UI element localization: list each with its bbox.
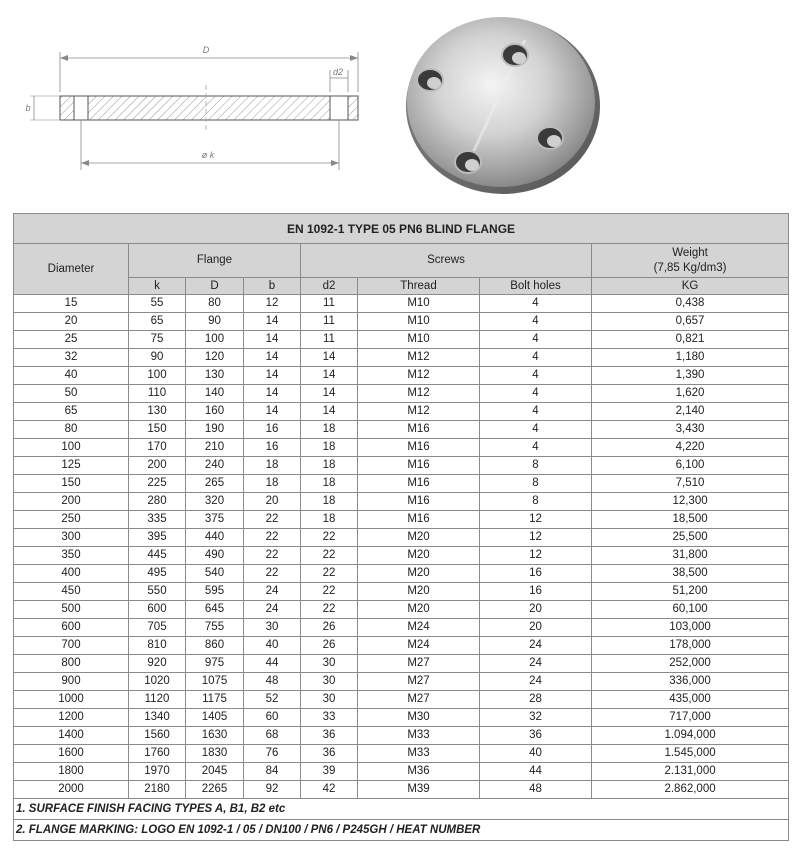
table-cell: M16 (358, 439, 480, 457)
header-d2: d2 (301, 278, 358, 295)
table-cell: 24 (244, 583, 301, 601)
table-cell: 36 (301, 745, 358, 763)
table-cell: 18 (301, 475, 358, 493)
table-cell: 3,430 (592, 421, 789, 439)
table-cell: M12 (358, 403, 480, 421)
table-cell: 16 (244, 439, 301, 457)
table-cell: 26 (301, 619, 358, 637)
table-cell: 32 (480, 709, 592, 727)
table-cell: 11 (301, 295, 358, 313)
table-cell: M20 (358, 583, 480, 601)
header-D: D (186, 278, 244, 295)
table-cell: 2.131,000 (592, 763, 789, 781)
table-cell: 2.862,000 (592, 781, 789, 799)
table-cell: 810 (129, 637, 186, 655)
table-cell: 20 (480, 601, 592, 619)
table-cell: 100 (129, 367, 186, 385)
table-cell: 1,620 (592, 385, 789, 403)
table-cell: 12,300 (592, 493, 789, 511)
header-weight-line2: (7,85 Kg/dm3) (653, 261, 727, 274)
table-cell: 200 (14, 493, 129, 511)
table-cell: M24 (358, 619, 480, 637)
table-cell: M33 (358, 727, 480, 745)
table-cell: 24 (244, 601, 301, 619)
table-cell: 8 (480, 475, 592, 493)
table-cell: 65 (14, 403, 129, 421)
table-cell: 30 (301, 655, 358, 673)
table-cell: 14 (244, 331, 301, 349)
table-cell: 800 (14, 655, 129, 673)
table-cell: 440 (186, 529, 244, 547)
table-row (14, 781, 789, 799)
table-cell: 190 (186, 421, 244, 439)
table-cell: 30 (244, 619, 301, 637)
table-cell: 15 (14, 295, 129, 313)
header-bolt-holes: Bolt holes (480, 278, 592, 295)
table-cell: 18,500 (592, 511, 789, 529)
table-cell: 4 (480, 385, 592, 403)
table-cell: 0,821 (592, 331, 789, 349)
header-screws: Screws (301, 244, 592, 278)
table-cell: 22 (301, 583, 358, 601)
table-cell: 18 (301, 511, 358, 529)
table-row (14, 745, 789, 763)
table-cell: 2,140 (592, 403, 789, 421)
table-cell: 400 (14, 565, 129, 583)
table-cell: 160 (186, 403, 244, 421)
table-cell: 1.094,000 (592, 727, 789, 745)
table-cell: 335 (129, 511, 186, 529)
table-cell: 18 (301, 439, 358, 457)
table-cell: 14 (301, 349, 358, 367)
table-cell: 860 (186, 637, 244, 655)
table-cell: 14 (244, 403, 301, 421)
table-cell: 450 (14, 583, 129, 601)
table-row (14, 673, 789, 691)
table-cell: 1,390 (592, 367, 789, 385)
table-cell: 1020 (129, 673, 186, 691)
table-cell: 92 (244, 781, 301, 799)
table-row (14, 763, 789, 781)
table-row (14, 457, 789, 475)
table-cell: 1175 (186, 691, 244, 709)
table-cell: 22 (244, 511, 301, 529)
table-cell: 20 (14, 313, 129, 331)
table-cell: 14 (244, 385, 301, 403)
table-cell: 80 (14, 421, 129, 439)
table-cell: 24 (480, 673, 592, 691)
table-cell: 16 (244, 421, 301, 439)
dim-label-d2: d2 (332, 67, 344, 77)
table-row (14, 511, 789, 529)
table-cell: 90 (129, 349, 186, 367)
table-cell: 8 (480, 493, 592, 511)
table-row (14, 655, 789, 673)
table-cell: M20 (358, 529, 480, 547)
table-cell: 14 (244, 367, 301, 385)
table-cell: 6,100 (592, 457, 789, 475)
table-cell: M10 (358, 313, 480, 331)
table-cell: 975 (186, 655, 244, 673)
table-cell: M12 (358, 367, 480, 385)
header-thread: Thread (358, 278, 480, 295)
table-row (14, 403, 789, 421)
table-cell: 11 (301, 331, 358, 349)
table-cell: 22 (244, 529, 301, 547)
table-cell: 600 (129, 601, 186, 619)
table-cell: 4,220 (592, 439, 789, 457)
table-cell: 240 (186, 457, 244, 475)
table-cell: 170 (129, 439, 186, 457)
header-flange: Flange (129, 244, 301, 278)
table-cell: 68 (244, 727, 301, 745)
table-cell: 38,500 (592, 565, 789, 583)
table-cell: 22 (301, 547, 358, 565)
table-cell: 18 (301, 421, 358, 439)
table-cell: 645 (186, 601, 244, 619)
table-cell: 12 (244, 295, 301, 313)
table-cell: 1600 (14, 745, 129, 763)
table-cell: M24 (358, 637, 480, 655)
table-cell: 103,000 (592, 619, 789, 637)
table-cell: 30 (301, 673, 358, 691)
header-kg: KG (592, 278, 789, 295)
header-b: b (244, 278, 301, 295)
dim-label-D: D (202, 45, 210, 55)
table-cell: 1400 (14, 727, 129, 745)
table-cell: M27 (358, 673, 480, 691)
table-cell: M33 (358, 745, 480, 763)
table-cell: 40 (480, 745, 592, 763)
table-row (14, 349, 789, 367)
table-row (14, 295, 789, 313)
table-cell: 1560 (129, 727, 186, 745)
table-cell: 44 (480, 763, 592, 781)
table-cell: M16 (358, 493, 480, 511)
header-weight-line1: Weight (672, 246, 708, 259)
table-cell: 22 (244, 547, 301, 565)
table-row (14, 385, 789, 403)
table-cell: M27 (358, 691, 480, 709)
table-cell: M10 (358, 331, 480, 349)
table-cell: 31,800 (592, 547, 789, 565)
table-cell: 36 (480, 727, 592, 745)
table-cell: 4 (480, 295, 592, 313)
table-cell: 150 (14, 475, 129, 493)
table-row (14, 619, 789, 637)
table-cell: 445 (129, 547, 186, 565)
table-cell: M39 (358, 781, 480, 799)
dim-label-k: ø k (201, 150, 215, 160)
table-cell: 600 (14, 619, 129, 637)
table-cell: 705 (129, 619, 186, 637)
table-cell: 18 (301, 457, 358, 475)
table-cell: 4 (480, 403, 592, 421)
table-cell: 336,000 (592, 673, 789, 691)
table-cell: 84 (244, 763, 301, 781)
table-cell: 8 (480, 457, 592, 475)
table-row (14, 547, 789, 565)
table-cell: 2265 (186, 781, 244, 799)
table-body (14, 295, 789, 799)
note-flange-marking: 2. FLANGE MARKING: LOGO EN 1092-1 / 05 / DN100 / PN6 / P245GH / HEAT NUMBER (14, 820, 789, 841)
table-cell: 55 (129, 295, 186, 313)
table-cell: 48 (244, 673, 301, 691)
table-cell: 1830 (186, 745, 244, 763)
table-cell: M12 (358, 385, 480, 403)
table-row (14, 565, 789, 583)
table-cell: 12 (480, 529, 592, 547)
table-cell: 1.545,000 (592, 745, 789, 763)
flange-spec-table (13, 213, 789, 841)
header-weight (592, 244, 789, 278)
table-cell: 4 (480, 349, 592, 367)
table-cell: 130 (186, 367, 244, 385)
table-cell: 1120 (129, 691, 186, 709)
table-cell: 24 (480, 637, 592, 655)
table-cell: 14 (301, 367, 358, 385)
table-cell: 0,657 (592, 313, 789, 331)
table-cell: 18 (244, 475, 301, 493)
table-cell: 22 (244, 565, 301, 583)
header-k: k (129, 278, 186, 295)
table-cell: 1,180 (592, 349, 789, 367)
table-cell: 60,100 (592, 601, 789, 619)
table-row (14, 421, 789, 439)
figures-area (0, 0, 798, 210)
table-cell: 500 (14, 601, 129, 619)
table-cell: 22 (301, 529, 358, 547)
table-cell: 16 (480, 565, 592, 583)
table-cell: 435,000 (592, 691, 789, 709)
table-cell: 4 (480, 367, 592, 385)
table-row (14, 637, 789, 655)
table-cell: 12 (480, 547, 592, 565)
table-cell: 755 (186, 619, 244, 637)
table-cell: 14 (301, 385, 358, 403)
table-cell: 178,000 (592, 637, 789, 655)
table-cell: 48 (480, 781, 592, 799)
table-cell: 80 (186, 295, 244, 313)
table-cell: 110 (129, 385, 186, 403)
table-cell: 550 (129, 583, 186, 601)
table-cell: 24 (480, 655, 592, 673)
table-cell: 540 (186, 565, 244, 583)
flange-section-drawing (18, 30, 378, 180)
table-row (14, 439, 789, 457)
table-cell: 11 (301, 313, 358, 331)
table-cell: M36 (358, 763, 480, 781)
table-cell: 100 (186, 331, 244, 349)
table-cell: 40 (14, 367, 129, 385)
table-row (14, 529, 789, 547)
table-cell: 90 (186, 313, 244, 331)
table-cell: 1340 (129, 709, 186, 727)
table-row (14, 493, 789, 511)
table-cell: M20 (358, 601, 480, 619)
table-cell: 44 (244, 655, 301, 673)
table-cell: 490 (186, 547, 244, 565)
table-cell: 125 (14, 457, 129, 475)
table-cell: 320 (186, 493, 244, 511)
table-cell: 1075 (186, 673, 244, 691)
table-cell: 100 (14, 439, 129, 457)
table-cell: 51,200 (592, 583, 789, 601)
table-cell: 14 (301, 403, 358, 421)
table-cell: 2045 (186, 763, 244, 781)
table-cell: 495 (129, 565, 186, 583)
table-cell: 300 (14, 529, 129, 547)
table-cell: 7,510 (592, 475, 789, 493)
table-cell: 12 (480, 511, 592, 529)
table-row (14, 331, 789, 349)
table-cell: 1405 (186, 709, 244, 727)
table-cell: 350 (14, 547, 129, 565)
table-cell: M16 (358, 511, 480, 529)
table-cell: M27 (358, 655, 480, 673)
table-cell: 30 (301, 691, 358, 709)
table-row (14, 313, 789, 331)
table-cell: 22 (301, 601, 358, 619)
table-cell: 4 (480, 439, 592, 457)
table-row (14, 583, 789, 601)
table-row (14, 727, 789, 745)
table-cell: 375 (186, 511, 244, 529)
table-cell: 140 (186, 385, 244, 403)
table-cell: 900 (14, 673, 129, 691)
table-cell: M12 (358, 349, 480, 367)
table-cell: 4 (480, 331, 592, 349)
table-cell: 2000 (14, 781, 129, 799)
table-cell: 2180 (129, 781, 186, 799)
table-cell: 42 (301, 781, 358, 799)
table-cell: 75 (129, 331, 186, 349)
table-cell: 25 (14, 331, 129, 349)
table-cell: 395 (129, 529, 186, 547)
table-cell: 920 (129, 655, 186, 673)
table-cell: 130 (129, 403, 186, 421)
table-cell: 28 (480, 691, 592, 709)
table-row (14, 475, 789, 493)
table-cell: 150 (129, 421, 186, 439)
table-cell: M16 (358, 421, 480, 439)
table-cell: 14 (244, 349, 301, 367)
table-cell: M20 (358, 565, 480, 583)
blind-flange-image (395, 10, 610, 195)
dim-label-b: b (25, 103, 31, 113)
table-cell: 60 (244, 709, 301, 727)
table-cell: 700 (14, 637, 129, 655)
table-cell: 20 (480, 619, 592, 637)
table-cell: 33 (301, 709, 358, 727)
table-cell: M10 (358, 295, 480, 313)
note-surface-finish: 1. SURFACE FINISH FACING TYPES A, B1, B2 etc (14, 799, 789, 820)
table-cell: 25,500 (592, 529, 789, 547)
table-cell: 18 (301, 493, 358, 511)
table-cell: 39 (301, 763, 358, 781)
table-cell: 1630 (186, 727, 244, 745)
table-cell: 52 (244, 691, 301, 709)
table-cell: 0,438 (592, 295, 789, 313)
table-cell: 1200 (14, 709, 129, 727)
table-cell: 14 (244, 313, 301, 331)
table-cell: 252,000 (592, 655, 789, 673)
table-cell: 65 (129, 313, 186, 331)
table-row (14, 691, 789, 709)
table-cell: 120 (186, 349, 244, 367)
table-cell: 18 (244, 457, 301, 475)
table-cell: 250 (14, 511, 129, 529)
table-cell: 16 (480, 583, 592, 601)
table-row (14, 709, 789, 727)
table-cell: 4 (480, 421, 592, 439)
header-diameter: Diameter (14, 244, 129, 295)
table-cell: 4 (480, 313, 592, 331)
table-cell: 200 (129, 457, 186, 475)
table-cell: M30 (358, 709, 480, 727)
table-cell: M16 (358, 457, 480, 475)
table-cell: 32 (14, 349, 129, 367)
table-cell: 1970 (129, 763, 186, 781)
table-cell: 40 (244, 637, 301, 655)
table-cell: 717,000 (592, 709, 789, 727)
table-row (14, 367, 789, 385)
table-cell: 36 (301, 727, 358, 745)
table-cell: M20 (358, 547, 480, 565)
table-cell: 210 (186, 439, 244, 457)
table-cell: 595 (186, 583, 244, 601)
table-title: EN 1092-1 TYPE 05 PN6 BLIND FLANGE (14, 214, 789, 244)
table-cell: 265 (186, 475, 244, 493)
table-cell: 1000 (14, 691, 129, 709)
table-cell: 76 (244, 745, 301, 763)
table-cell: 20 (244, 493, 301, 511)
table-cell: 50 (14, 385, 129, 403)
table-cell: 1800 (14, 763, 129, 781)
table-cell: 22 (301, 565, 358, 583)
table-cell: 1760 (129, 745, 186, 763)
table-cell: 280 (129, 493, 186, 511)
table-cell: 26 (301, 637, 358, 655)
table-cell: M16 (358, 475, 480, 493)
table-row (14, 601, 789, 619)
table-cell: 225 (129, 475, 186, 493)
